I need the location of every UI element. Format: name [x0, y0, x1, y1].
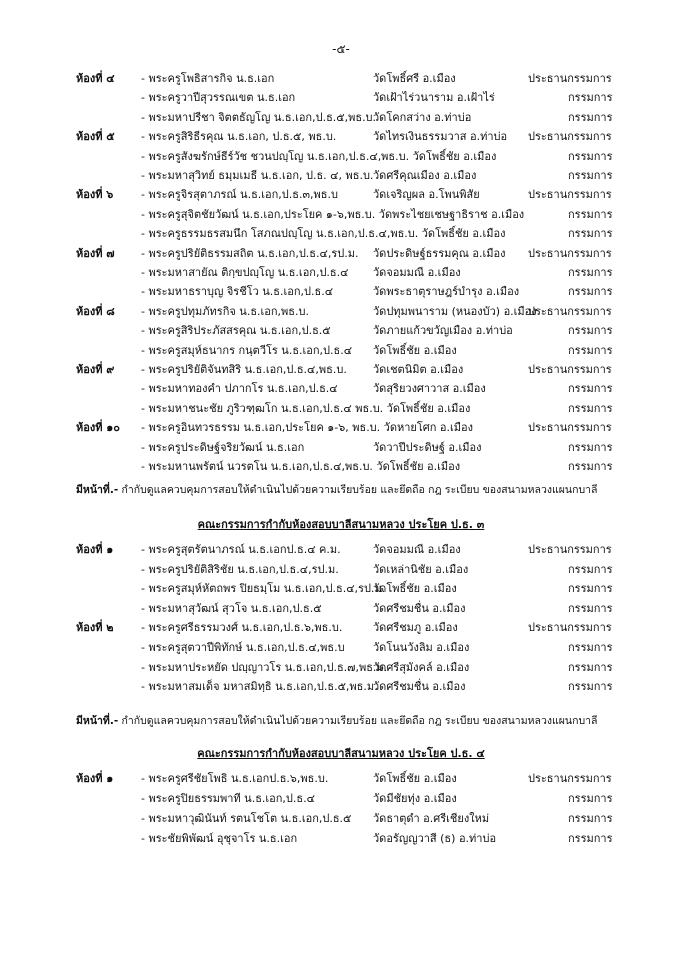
committee-role: กรรมการ: [568, 91, 613, 105]
room-label: ห้องที่ ๗: [76, 246, 115, 260]
member-name: - พระมหาปรีชา จิตตธัญโญ น.ธ.เอก,ป.ธ.๕,พธ.บ.: [141, 110, 377, 124]
room-label: ห้องที่ ๖: [76, 188, 114, 202]
committee-role: กรรมการ: [568, 680, 613, 694]
committee-role: ประธานกรรมการ: [528, 543, 612, 556]
member-name: - พระครูศรีธรรมวงศ์ น.ธ.เอก,ป.ธ.๖,พธ.บ.: [141, 621, 343, 635]
committee-role: ประธานกรรมการ: [528, 72, 612, 85]
room-label: ห้องที่ ๑: [76, 772, 114, 785]
duty-note-1: [76, 481, 597, 498]
committee-role: กรรมการ: [568, 440, 613, 454]
section-heading-pt3: คณะกรรมการกำกับห้องสอบบาลีสนามหลวง ประโยค ป.ธ. ๓: [197, 518, 485, 531]
member-name: - พระครูประดิษฐ์จริยวัฒน์ น.ธ.เอก: [141, 440, 305, 454]
committee-role: ประธานกรรมการ: [528, 188, 612, 202]
page-number: -๕-: [332, 42, 350, 56]
temple-location: วัดอรัญญวาสี (ธ) อ.ท่าบ่อ: [373, 832, 497, 845]
room-label: ห้องที่ ๘: [76, 304, 115, 318]
member-name: - พระมหาชนะชัย ภูริวฑฺฒโก น.ธ.เอก,ป.ธ.๔ พธ.บ. วัดโพธิ์ชัย อ.เมือง: [141, 401, 471, 415]
member-name: - พระครูจิรสุตาภรณ์ น.ธ.เอก,ป.ธ.๓,พธ.บ: [141, 188, 338, 202]
temple-location: วัดปทุมพนาราม (หนองบัว) อ.เมือง: [373, 304, 537, 318]
committee-role: กรรมการ: [568, 343, 613, 357]
committee-role: กรรมการ: [568, 110, 613, 124]
committee-role: กรรมการ: [568, 562, 613, 576]
member-name: - พระครูวาปีสุวรรณเขต น.ธ.เอก: [141, 91, 296, 105]
temple-location: วัดเฝ้าไร่วนาราม อ.เฝ้าไร่: [373, 91, 495, 105]
temple-location: วัดสุริยวงศาวาส อ.เมือง: [373, 382, 486, 396]
committee-role: กรรมการ: [568, 285, 613, 299]
duty-label: มีหน้าที่.-: [76, 715, 119, 727]
temple-location: วัดภายแก้วขวัญเมือง อ.ท่าบ่อ: [373, 324, 513, 338]
member-name: - พระชัยพิพัฒน์ อุชุจาโร น.ธ.เอก: [141, 832, 298, 845]
committee-role: กรรมการ: [568, 266, 613, 279]
member-name: - พระครูปริยัติธรรมสถิต น.ธ.เอก,ป.ธ.๔,รป.ม.: [141, 246, 359, 260]
committee-role: กรรมการ: [568, 169, 613, 182]
temple-location: วัดศรีสุมังคล์ อ.เมือง: [373, 660, 470, 674]
member-name: - พระครูปิยธรรมพาที น.ธ.เอก,ป.ธ.๔: [141, 792, 315, 805]
temple-location: วัดธาตุดำ อ.ศรีเชียงใหม่: [373, 812, 490, 825]
committee-role: ประธานกรรมการ: [528, 421, 612, 435]
temple-location: วัดโพธิ์ชัย อ.เมือง: [373, 343, 457, 357]
member-name: - พระครูศรีชัยโพธิ น.ธ.เอกป.ธ.๖,พธ.บ.: [141, 772, 329, 785]
temple-location: วัดไทรเงินธรรมวาส อ.ท่าบ่อ: [373, 130, 508, 144]
member-name: - พระครูปทุมภัทรกิจ น.ธ.เอก,พธ.บ.: [141, 304, 309, 318]
member-name: - พระครูปริยัติสิริชัย น.ธ.เอก,ป.ธ.๔,รป.ม.: [141, 562, 339, 576]
member-name: - พระมหาสมเด็จ มหาสมิทฺธิ น.ธ.เอก,ป.ธ.๕,พธ.ม.: [141, 680, 378, 694]
temple-location: วัดวาปีประดิษฐ์ อ.เมือง: [373, 440, 482, 454]
committee-role: กรรมการ: [568, 582, 613, 596]
member-name: - พระครูปริยัติจันทสิริ น.ธ.เอก,ป.ธ.๔,พธ.บ.: [141, 363, 347, 376]
temple-location: วัดศรีชมภู อ.เมือง: [373, 621, 458, 635]
committee-role: ประธานกรรมการ: [528, 304, 612, 318]
room-label: ห้องที่ ๑: [76, 543, 114, 556]
temple-location: วัดโพธิ์ชัย อ.เมือง: [373, 772, 457, 785]
member-name: - พระครูสุตรัตนาภรณ์ น.ธ.เอกป.ธ.๔ ค.ม.: [141, 543, 341, 556]
temple-location: วัดเหล่านิชัย อ.เมือง: [373, 562, 469, 576]
committee-role: ประธานกรรมการ: [528, 130, 612, 144]
member-name: - พระครูสมุห์ธนากร กนฺตวีโร น.ธ.เอก,ป.ธ.๔: [141, 343, 353, 357]
member-name: - พระครูสุจิตชัยวัฒน์ น.ธ.เอก,ประโยค ๑-๖,พธ.บ. วัดพระไชยเชษฐาธิราช อ.เมือง: [141, 207, 525, 221]
room-label: ห้องที่ ๕: [76, 130, 115, 144]
committee-role: กรรมการ: [568, 149, 613, 163]
committee-role: กรรมการ: [568, 207, 613, 221]
committee-role: กรรมการ: [568, 382, 613, 396]
member-name: - พระมหานพรัตน์ นวรตโน น.ธ.เอก,ป.ธ.๔,พธ.บ. วัดโพธิ์ชัย อ.เมือง: [141, 460, 461, 473]
duty-text: กำกับดูแลควบคุมการสอบให้ดำเนินไปด้วยความเรียบร้อย และยึดถือ กฎ ระเบียบ ของสนามหลวงแผนกบาลี: [118, 484, 598, 496]
committee-role: ประธานกรรมการ: [528, 363, 612, 376]
duty-label: มีหน้าที่.-: [76, 484, 119, 496]
temple-location: วัดโคกสว่าง อ.ท่าบ่อ: [373, 110, 472, 124]
temple-location: วัดโนนวังลิม อ.เมือง: [373, 641, 470, 654]
committee-role: กรรมการ: [568, 324, 613, 338]
temple-location: วัดจอมมณี อ.เมือง: [373, 543, 461, 556]
temple-location: วัดพระธาตุราษฎร์บำรุง อ.เมือง: [373, 285, 520, 299]
room-label: ห้องที่ ๔: [76, 72, 115, 85]
committee-role: กรรมการ: [568, 812, 613, 825]
temple-location: วัดศรีชมชื่น อ.เมือง: [373, 601, 466, 615]
temple-location: วัดจอมมณี อ.เมือง: [373, 266, 461, 279]
room-label: ห้องที่ ๑๐: [76, 421, 121, 435]
member-name: - พระครูอินทวรธรรม น.ธ.เอก,ประโยค ๑-๖, พธ.บ. วัดหายโศก อ.เมือง: [141, 421, 473, 435]
duty-note-2: [76, 712, 597, 729]
committee-role: กรรมการ: [568, 401, 613, 415]
committee-role: กรรมการ: [568, 832, 613, 845]
committee-role: กรรมการ: [568, 792, 613, 805]
member-name: - พระครูสมุห์หัตถพร ปิยธมฺโม น.ธ.เอก,ป.ธ.๔,รป.ม.: [141, 582, 386, 596]
temple-location: วัดศรีชมชื่น อ.เมือง: [373, 680, 466, 694]
member-name: - พระมหาสายัณ ติกฺขปญฺโญ น.ธ.เอก,ป.ธ.๔: [141, 266, 349, 279]
temple-location: วัดเจริญผล อ.โพนพิสัย: [373, 188, 480, 202]
member-name: - พระครูโพธิสารกิจ น.ธ.เอก: [141, 72, 275, 85]
member-name: - พระครูสุตวาปีพิทักษ์ น.ธ.เอก,ป.ธ.๔,พธ.บ: [141, 641, 345, 654]
member-name: - พระมหาประหยัด ปญฺญาวโร น.ธ.เอก,ป.ธ.๗,พธ.ม.: [141, 660, 388, 674]
temple-location: วัดศรีคุณเมือง อ.เมือง: [373, 169, 477, 182]
member-name: - พระครูสิริธีรคุณ น.ธ.เอก, ป.ธ.๕, พธ.บ.: [141, 130, 337, 144]
duty-text: กำกับดูแลควบคุมการสอบให้ดำเนินไปด้วยความเรียบร้อย และยึดถือ กฎ ระเบียบ ของสนามหลวงแผนกบาลี: [118, 715, 598, 727]
committee-role: กรรมการ: [568, 641, 613, 654]
member-name: - พระครูสังฆรักษ์ธีร์วัช ชวนปญฺโญ น.ธ.เอก,ป.ธ.๔,พธ.บ. วัดโพธิ์ชัย อ.เมือง: [141, 149, 497, 163]
committee-role: กรรมการ: [568, 660, 613, 674]
temple-location: วัดโพธิ์ศรี อ.เมือง: [373, 72, 456, 85]
committee-role: กรรมการ: [568, 460, 613, 473]
room-label: ห้องที่ ๒: [76, 621, 114, 635]
committee-role: ประธานกรรมการ: [528, 772, 612, 785]
committee-role: กรรมการ: [568, 601, 613, 615]
temple-location: วัดเชตนิมิต อ.เมือง: [373, 363, 464, 376]
member-name: - พระมหาสุวัฒน์ สุวโจ น.ธ.เอก,ป.ธ.๕: [141, 601, 322, 615]
member-name: - พระครูสิริประภัสสรคุณ น.ธ.เอก,ป.ธ.๕: [141, 324, 331, 338]
temple-location: วัดโพธิ์ชัย อ.เมือง: [373, 582, 457, 596]
member-name: - พระมหาธราบุญ จิรชีโว น.ธ.เอก,ป.ธ.๔: [141, 285, 334, 299]
temple-location: วัดประดิษฐ์ธรรมคุณ อ.เมือง: [373, 246, 506, 260]
committee-role: ประธานกรรมการ: [528, 621, 612, 635]
committee-role: ประธานกรรมการ: [528, 246, 612, 260]
committee-role: กรรมการ: [568, 227, 613, 241]
temple-location: วัดมีชัยทุ่ง อ.เมือง: [373, 792, 457, 805]
member-name: - พระมหาวุฒินันท์ รตนโชโต น.ธ.เอก,ป.ธ.๕: [141, 812, 352, 825]
member-name: - พระครูธรรมธรสมนึก โสภณปญฺโญ น.ธ.เอก,ป.ธ.๔,พธ.บ. วัดโพธิ์ชัย อ.เมือง: [141, 227, 506, 241]
room-label: ห้องที่ ๙: [76, 363, 115, 376]
section-heading-pt4: คณะกรรมการกำกับห้องสอบบาลีสนามหลวง ประโยค ป.ธ. ๔: [197, 747, 485, 760]
member-name: - พระมหาสุวิทย์ ธมฺมเมธี น.ธ.เอก, ป.ธ. ๔, พธ.บ.: [141, 169, 374, 182]
member-name: - พระมหาทองคำ ปภากโร น.ธ.เอก,ป.ธ.๔: [141, 382, 338, 396]
